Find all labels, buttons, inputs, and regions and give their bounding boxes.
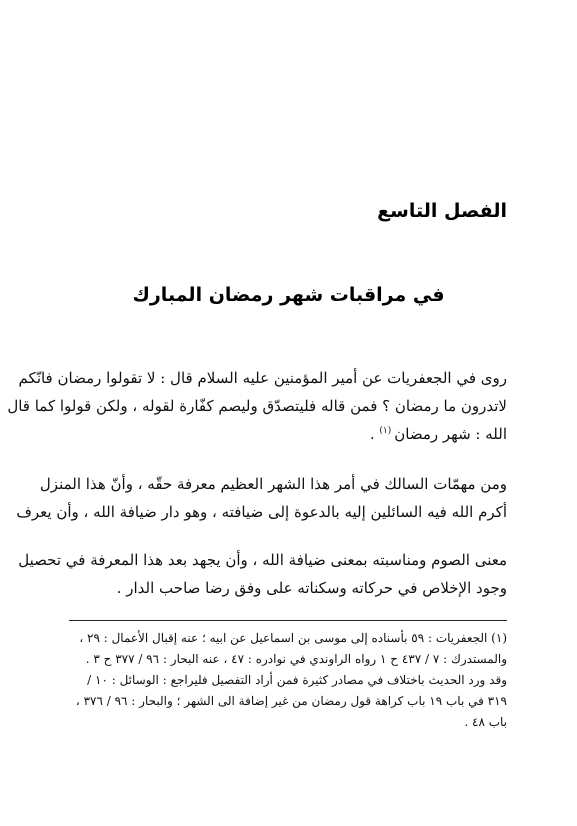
- chapter-title: الفصل التاسع: [377, 200, 507, 222]
- footnote-line-4: ٣١٩ في باب ١٩ باب كراهة قول رمضان من غير إضافة الى الشهر ؛ والبحار : ٩٦ / ٣٧٦ ،: [75, 694, 507, 708]
- footnote-line-1: (١) الجعفريات : ٥٩ بأسناده إلى موسى بن اسماعيل عن ابيه ؛ عنه إقبال الأعمال : ٢٩ ،: [79, 631, 507, 645]
- footnote-reference: (١): [379, 426, 392, 436]
- paragraph-2-line-1: ومن مهمّات السالك في أمر هذا الشهر العظيم معرفة حقّه ، وأنّ هذا المنزل: [39, 475, 507, 493]
- paragraph-1-line-2: لاتدرون ما رمضان ؟ فمن قاله فليتصدّق وليصم كفّارة لقوله ، ولكن قولوا كما قال: [7, 397, 507, 415]
- footnotes: [70, 628, 507, 733]
- footnote-line-5: باب ٤٨ .: [464, 715, 507, 729]
- paragraph-3: [18, 546, 507, 602]
- footnote-line-3: وقد ورد الحديث باختلاف في مصادر كثيرة فمن أراد التفصيل فليراجع : الوسائل : ١٠ /: [87, 673, 507, 687]
- paragraph-2-line-2: أكرم الله فيه السائلين إليه بالدعوة إلى ضيافته ، وهو دار ضيافة الله ، وأن يعرف: [16, 503, 507, 521]
- paragraph-1-line-1: روى في الجعفريات عن أمير المؤمنين عليه السلام قال : لا تقولوا رمضان فانّكم: [18, 369, 507, 387]
- section-title: في مراقبات شهر رمضان المبارك: [132, 284, 445, 306]
- paragraph-1-line-3-text: الله : شهر رمضان: [394, 425, 507, 443]
- paragraph-3-line-2: وجود الإخلاص في حركاته وسكناته على وفق رضا صاحب الدار .: [116, 579, 507, 597]
- footnote-line-2: والمستدرك : ٧ / ٤٣٧ ح ١ رواه الراوندي في نوادره : ٤٧ ، عنه البحار : ٩٦ / ٣٧٧ ح ٣ .: [85, 652, 507, 666]
- footnote-divider: [69, 620, 507, 621]
- paragraph-3-line-1: معنى الصوم ومناسبته بمعنى ضيافة الله ، وأن يجهد بعد هذا المعرفة في تحصيل: [18, 551, 507, 569]
- paragraph-1-line-3: الله : شهر رمضان$^{(١)}$ .: [369, 425, 507, 443]
- paragraph-1: [7, 364, 507, 448]
- paragraph-2: [16, 470, 507, 526]
